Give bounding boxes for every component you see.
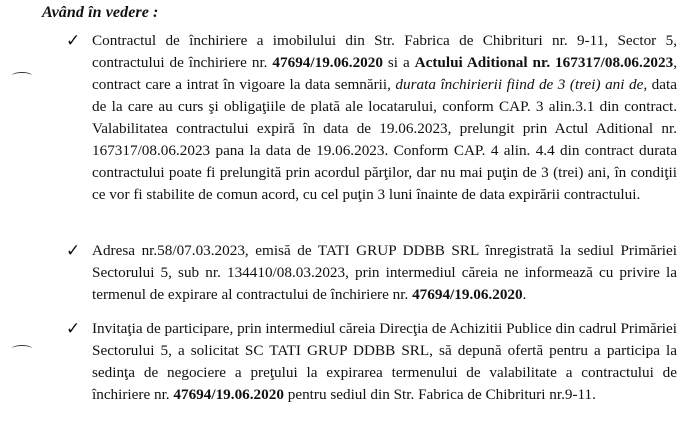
text-run: Contractul de închiriere a imobilului din Str. Fabrica de Chibrituri nr. 9-11, Sector 5, contractului de închiriere nr. <box>92 32 677 71</box>
checkmark-icon: ✓ <box>66 319 81 339</box>
bold-text: 47694/19.06.2020 <box>272 54 383 71</box>
bold-text: 47694/19.06.2020 <box>173 386 284 403</box>
text-run: si a <box>382 54 415 71</box>
margin-mark <box>12 345 32 352</box>
paragraph-contract <box>92 30 677 206</box>
bold-text: Actului Aditional nr. 167317/08.06.2023 <box>414 54 674 71</box>
paragraph-invitation <box>92 318 677 406</box>
margin-mark <box>12 72 32 79</box>
text-run: Invitaţia de participare, prin intermediul căreia Direcţia de Achizitii Publice din cadrul Primăriei Sectorului 5, a solicitat SC TATI GRUP DDBB SRL, să depună ofertă pentru a participa la sedinţa de negociere a preţului la expirarea termenului de valabilitate a contractului de închiriere nr. <box>92 320 677 403</box>
checkmark-icon: ✓ <box>66 241 81 261</box>
checkmark-icon: ✓ <box>66 31 81 51</box>
text-run: , contract care a intrat în vigoare la data semnării, <box>92 54 677 93</box>
text-run: Adresa nr.58/07.03.2023, emisă de TATI GRUP DDBB SRL înregistrată la sediul Primăriei Sectorului 5, sub nr. 134410/08.03.2023, prin intermediul căreia ne informează cu privire la termenul de expirare al contractului de închiriere nr. <box>92 242 677 303</box>
text-run: . <box>522 286 527 303</box>
section-heading: Având în vedere : <box>42 4 159 21</box>
text-run: pentru sediul din Str. Fabrica de Chibrituri nr.9-11. <box>283 386 596 403</box>
paragraph-address <box>92 240 677 306</box>
bold-text: 47694/19.06.2020 <box>412 286 523 303</box>
text-run: data de la care au curs şi obligaţiile de plată ale locatarului, conform CAP. 3 alin.3.1 din contract. Valabilitatea contractului expiră în data de 19.06.2023, prelungit prin Actul Aditional nr. 167317/08.06.2023 pana la data de 19.06.2023. Conform CAP. 4 alin. 4.4 din contract durata contractului poate fi prelungită prin acordul părţilor, dar nu mai puţin de 3 (trei) ani, în condiţii ce vor fi stabilite de comun acord, cu cel puţin 3 luni înainte de data expirării contractului. <box>92 76 677 203</box>
italic-text: durata închirierii fiind de 3 (trei) ani de, <box>395 76 648 93</box>
